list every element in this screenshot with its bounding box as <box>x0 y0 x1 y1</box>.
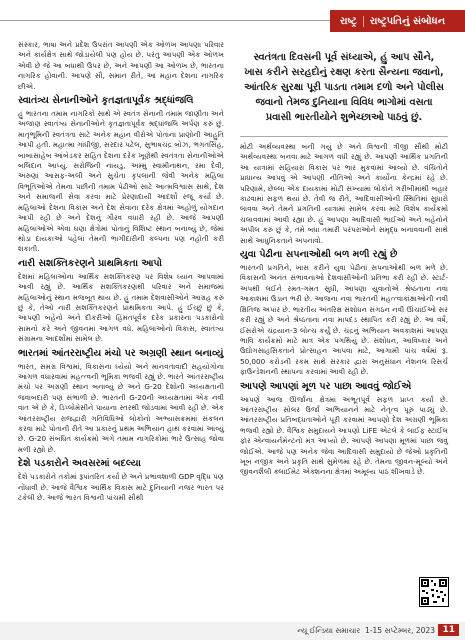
page-number: 11 <box>438 624 459 636</box>
pull-quote <box>240 40 448 132</box>
paragraph: દેશે પડકારોને તકોમાં રૂપાંતરિત કર્યા છે અને પ્રભાવશાળી GDP વૃદ્ધિ પણ નોંધાવી છે. આજે વૈશ્વિક આર્થિક વિકાસ માટે દુનિયાની નજર ભારત પર ટકેલી છે. આજે ભારત વિશ્વની પાંચમી સૌથી <box>18 472 224 503</box>
section-label: રાષ્ટ્ર <box>330 16 364 27</box>
qr-code-icon[interactable] <box>419 577 449 607</box>
right-column <box>240 142 448 480</box>
section-tab <box>330 10 465 32</box>
paragraph: મોટી અર્થવ્યવસ્થા બની ગયું છે અને વિશ્વની ત્રીજી સૌથી મોટી અર્થવ્યવસ્થા બનવા માટે આગળ વધી રહ્યું છે. આપણી આર્થિક પ્રગતિની આ યાત્રામાં સહિયારા વિકાસ પર ભાર મુકવામાં આવ્યો છે. વંચિતોને પ્રાધાન્ય આપવું એ આપણી નીતિઓ અને કાર્યોના કેન્દ્રમાં રહે છે. પરિણામે, છેલ્લા એક દાયકામાં મોટી સંખ્યામાં લોકોને ગરીબીમાંથી બહાર કાઢવામાં સફળ થયાં છે. તેવી જ રીતે, આદિવાસીઓની સ્થિતિમાં સુધારો લાવવા અને તેમને પ્રગતિની યાત્રામાં સામેલ કરવા માટે વિશેષ કાર્યક્રમો ચલાવવામાં આવી રહ્યા છે. હું આપણા આદિવાસી ભાઈઓ અને બહેનોને અપીલ કરું છું કે, તમે બધા તમારી પરંપરાઓને સમૃદ્ધ બનાવવાની સાથે સાથે આધુનિકતાને અપનાવો. <box>240 142 448 245</box>
section-heading: દેશે પડકારોને અવસરમાં બદલ્યા <box>18 458 141 470</box>
paragraph: હું ભારતના તમામ નાગરિકો સાથે એ સ્વતંત્ર સેનાની તમામ જાણીતા અને અજાણ સ્વાતંત્ર્ય સેનાનીઓને કૃતજ્ઞતાપૂર્વક શ્રદ્ધાંજલિ અર્પણ કરું છું. માતૃભૂમિની સ્વતંત્રતા સાટે અનેક મહાન વીરોએ પોતાના પ્રાણોની આહુતિ આપી હતી. મહાત્મા ગાંધીજી, સરદાર પટેલ, સુભાષચંદ્ર બોઝ, ભગતસિંહ, બાબાસાહેબ આંબેડકર સહિત દેશના દરેક ખૂણેથી સ્વતંત્રતા સેનાનીઓએ બલિદાન આપ્યું. સરોજિની નાયડુ, અમ્મુ સ્વામીનાથન, રમા દેવી, અરુણા આસફ-અલી અને સુચેતા કૃપલાની જેવી અનેક મહિલા વિભૂતિઓએ તેમના પછીની તમામ પેઢીઓ સાટે આત્મવિશ્વાસ સાથે, દેશ અને સમાજની સેવા કરવા માટે પ્રેરણાદાયી આદર્શો રજૂ કર્યા છે. મહિલાઓ દેશના વિકાસ અને દેશ સેવાના દરેક ક્ષેત્રમાં અહોળું યોગદાન આપી રહી છે અને દેશનું ગૌરવ વધારી રહી છે. આજે આપણી મહિલાઓએ એવા ઘણા ક્ષેત્રોમાં પોતાનું વિશિષ્ટ સ્થાન બનાવ્યું છે, જેમાં થોડા દાયકાઓ પહેલાં તેમની ભાગીદારીની કલ્પના પણ નહોતી કરી શકાતી. <box>18 109 224 254</box>
subsection-label: રાષ્ટ્રપતિનું સંબોધન <box>369 15 446 27</box>
paragraph: સંસ્કાર, ભાષા અને પ્રદેશ ઉપરાંત આપણી એક ઓળખ આપણા પરિવાર અને કાર્યક્ષેત્ર સાથે જોડાયેલી પણ હોય છે. પરંતુ આપણી એક ઓળખ એવી છે જે આ બધાથી ઉપર છે, અને આપણી આ ઓળખ છે, ભારતના નાગરિક હોવાની. આપણે સૌ, સમાન રીતે, આ મહાન દેશના નાગરિક છીએ. <box>18 40 224 91</box>
paragraph: દેશમાં મહિલાઓના આર્થિક સશક્તિકરણ પર વિશેષ ધ્યાન આપવામાં આવી રહ્યું છે. આર્થિક સશક્તિકરણથી પરિવાર અને સમાજમાં મહિલાઓનું સ્થાન મજબૂત થાય છે. હું તમામ દેશવાસીઓને આગ્રહ કરું છું કે, તેઓ નારી સશક્તિકરણને પ્રાથમિકતા આપે. હું ઈચ્છું છું કે, આપણી બહેનો અને દીકરીઓ હિંમતપૂર્વક દરેક પ્રકારના પડકારોનો સામનો કરે અને જીવનમાં આગળ વધે. મહિલાઓનો વિકાસ, સ્વાતંત્ર્ય સંગ્રામના આદર્શોમાં સામેલ છે. <box>18 271 224 344</box>
quote-divider <box>240 136 448 137</box>
section-heading: ભારતમાં આંતરરાષ્ટ્રીય મંચો પર અગ્રણી સ્થાન બનાવ્યું <box>18 347 224 359</box>
issue-date: 1-15 સપ્ટેમ્બર, 2023 <box>365 626 435 635</box>
section-heading: આપણે આપણાં મૂળ પર પાછા આવવું જોઈએ <box>240 380 412 392</box>
section-heading: સ્વાતંત્ર્ય સેનાનીઓને કૃતજ્ઞતાપૂર્વક શ્રદ્ધાંજલિ <box>18 95 194 107</box>
paragraph: ભારત, સમગ્ર વિશ્વમાં, વિકાસના ધ્યેયો અને માનવતાવાદી સહયોગોના આગળ વધારવામાં મહત્ત્વની ભૂમિકા ભજવી રહ્યું છે. ભારતે આંતરરાષ્ટ્રીય મંચો પર અગ્રણી સ્થાન બનાવ્યું છે અને G-20 દેશોની અધ્યક્ષતાની જવાબદારી પણ સંભાળી છે. ભારતની G-20ની અધ્યક્ષતામાં એક નવી વાત એ છે કે, ડિપ્લોમેસીને પાયાના સ્તરથી જોડવામાં આવી રહી છે. એક આંતરરાષ્ટ્રીય રાજદ્વારી ગતિવિધિઓ લોકોનો અભ્યાસક્રમમાં સંકલન કરવા માટે પોતાની રીતે આ પ્રકારનું પ્રથમ અભિયાન હાથ કરવામાં આવ્યું છે. G-20 સંબંધિત કાર્યક્રમો અંગે તમામ નાગરિકોમાં ભારે ઉત્સાહ જોવા મળી રહ્યો છે. <box>18 361 224 454</box>
section-heading: નારી સશક્તિકરણને પ્રાથમિકતા આપો <box>18 257 162 269</box>
pull-quote-text: સ્વતંત્રતા દિવસની પૂર્વ સંધ્યાએ, હું આપ સૌને, ખાસ કરીને સરહદોનું રક્ષણ કરતા સૈન્યના જવાનો, આંતરિક સુરક્ષા પૂરી પાડતા તમામ દળો અને પોલીસ જવાનો તેમજ દુનિયાના વિવિધ ભાગોમાં વસતા પ્રવાસી ભારતીયોને શુભેચ્છાઓ પાઠવું છું. <box>244 52 444 123</box>
section-heading: યુવા પેઢીના સપનાઓથી બળ મળી રહ્યું છે <box>240 249 398 261</box>
top-header <box>0 10 465 32</box>
left-column <box>18 40 224 505</box>
paragraph: ભારતની પ્રગતિને, ખાસ કરીને યુવા પેઢીનાં સપનાઓથી બળ મળે છે. વિકાસની અનંત સંભાવનાઓ દેશવાસીઓની પ્રતિભા કરી રહી છે. સ્ટાર્ટ-અપથી લઈને રમત-ગમત સુધી, આપણા યુવાનોએ શ્રેષ્ઠતાના નવા આકાશમાં ઉડાન ભરી છે. આજના નવા ભારતની મહત્ત્વાકાંક્ષાઓની નવી ક્ષિતિજ અપાર છે. ભારતીય અંતરિક્ષ સંશોધન સંગઠન નવી ઊંચાઈઓ સર કરી રહ્યું છે અને શ્રેષ્ઠતાના નવા માપદંડ સ્થાપિત કરી રહ્યું છે. આ વર્ષે, ઈસરોએ ચંદ્રયાન-3 લોન્ચ કર્યું છે. ચંદ્રનું અભિયાન અવકાશમાં આપણા ભાવિ કાર્યક્રમો માટે માત્ર એક પગથિયું છે. સંશોધન, આવિષ્કાર અને ઉદ્યોગસાહસિકતાને પ્રોત્સાહન આપવા માટે, આગામી પાંચ વર્ષમાં રૂ. 50,000 કરોડની રકમ સાથે સરકાર દ્વારા અનુસંધાન નેશનલ રિસર્ચ ફાઉન્ડેશનની સ્થાપના કરવામાં આવી રહી છે. <box>240 263 448 377</box>
footer-credit <box>297 626 435 636</box>
magazine-name: ન્યૂ ઈન્ડિયા સમાચાર <box>297 626 361 635</box>
header-rule <box>0 20 330 21</box>
paragraph: આપણે આજ ઊર્જાના ક્ષેત્રમાં અભૂતપૂર્વ સફળ પ્રાપ્ત કર્યાં છે. આંતરરાષ્ટ્રીય સોલર ઉર્જા અભિયાનને માટે નેતૃત્વ પૂરું પાડ્યું છે. આંતરરાષ્ટ્રીય પ્રતિબદ્ધતાઓને પૂરી કરવામાં આપણો દેશ અગ્રણી ભૂમિકા ભજવી રહ્યો છે. વૈશ્વિક સમુદાયને આપણો LiFE એટલે કે લાઈફ સ્ટાઈલ ફૉર એન્વાયર્નમેન્ટનો મંત્ર આપ્યો છે. આપણે આપણા મૂળમાં પાછા જવું જોઈએ. આજે પણ અનેક જેવા આદિવાસી સમુદાયો છે જેઓ પ્રકૃતિની ખૂબ નજીક અને પ્રકૃતિ સાથે સુમેળમાં રહે છે. તેમના જીવન-મૂલ્યો અને જીવનશૈલી ક્લાઈમેટ એક્શનના ક્ષેત્રમાં અમૂલ્ય પાઠ શીખવાડે છે. <box>240 394 448 477</box>
page-footer <box>0 622 465 640</box>
